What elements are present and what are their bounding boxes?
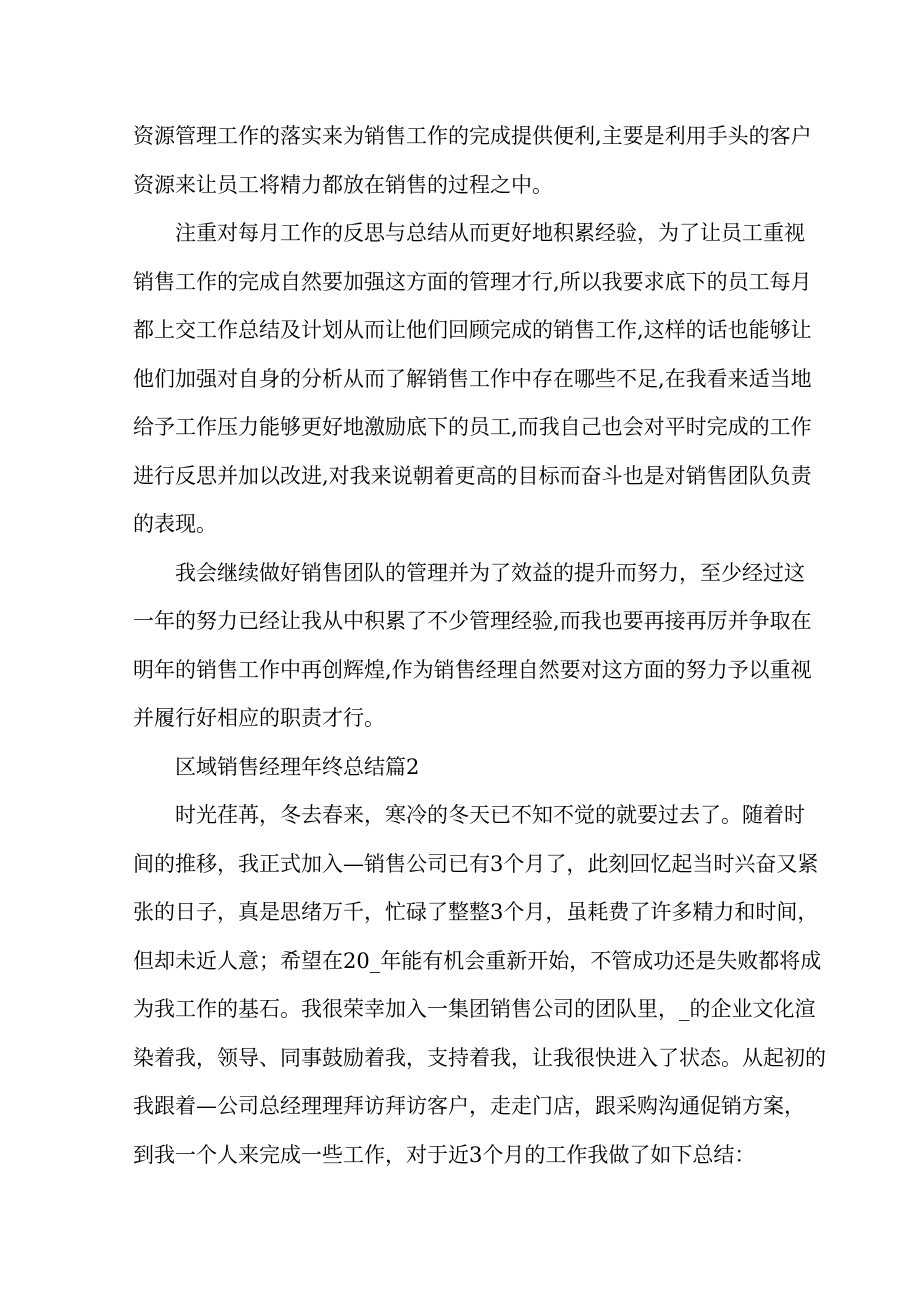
text-line-3: 注重对每月工作的反思与总结从而更好地积累经验，为了让员工重视	[175, 221, 805, 245]
text-line-15: 时光荏苒，冬去春来，寒冷的冬天已不知不觉的就要过去了。随着时	[175, 803, 805, 827]
text-line-8: 进行反思并加以改进,对我来说朝着更高的目标而奋斗也是对销售团队负责	[133, 463, 812, 488]
text-line-6: 他们加强对自身的分析从而了解销售工作中存在哪些不足,在我看来适当地	[133, 366, 812, 391]
text-line-17: 张的日子，真是思绪万千，忙碌了整整3个月，虽耗费了许多精力和时间，	[133, 900, 819, 924]
text-line-7: 给予工作压力能够更好地激励底下的员工,而我自己也会对平时完成的工作	[133, 415, 812, 439]
text-line-11: 一年的努力已经让我从中积累了不少管理经验,而我也要再接再厉并争取在	[133, 609, 812, 633]
text-line-5: 都上交工作总结及计划从而让他们回顾完成的销售工作,这样的话也能够让	[133, 318, 812, 342]
text-line-18: 但却未近人意；希望在20_年能有机会重新开始，不管成功还是失败都将成	[133, 948, 822, 973]
text-line-2: 资源来让员工将精力都放在销售的过程之中。	[133, 172, 553, 197]
text-line-10: 我会继续做好销售团队的管理并为了效益的提升而努力，至少经过这	[175, 560, 805, 585]
document-body	[133, 112, 826, 1179]
text-line-22: 到我一个人来完成一些工作，对于近3个月的工作我做了如下总结：	[133, 1142, 756, 1167]
text-line-4: 销售工作的完成自然要加强这方面的管理才行,所以我要求底下的员工每月	[133, 269, 812, 294]
text-line-1: 资源管理工作的落实来为销售工作的完成提供便利,主要是利用手头的客户	[133, 124, 812, 148]
text-line-16: 间的推移，我正式加入—销售公司已有3个月了，此刻回忆起当时兴奋又紧	[133, 851, 819, 876]
text-line-9: 的表现。	[133, 512, 217, 536]
section-heading: 区域销售经理年终总结篇2	[175, 754, 420, 779]
text-line-20: 染着我，领导、同事鼓励着我，支持着我，让我很快进入了状态。从起初的	[133, 1045, 826, 1070]
text-line-19: 为我工作的基石。我很荣幸加入一集团销售公司的团队里，_的企业文化渲	[133, 997, 816, 1021]
text-line-12: 明年的销售工作中再创辉煌,作为销售经理自然要对这方面的努力予以重视	[133, 657, 812, 682]
text-line-13: 并履行好相应的职责才行。	[133, 706, 385, 730]
text-line-21: 我跟着—公司总经理理拜访拜访客户，走走门店，跟采购沟通促销方案，	[133, 1094, 805, 1118]
